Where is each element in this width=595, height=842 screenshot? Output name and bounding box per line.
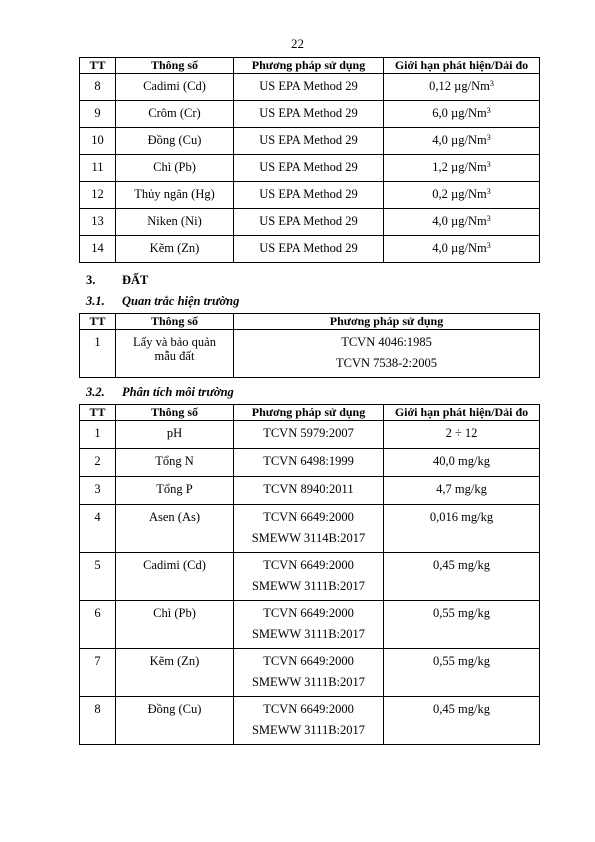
cell-parameter: Asen (As) xyxy=(116,505,234,553)
table-row xyxy=(80,553,540,601)
cell-tt: 14 xyxy=(80,236,116,263)
cell-tt: 11 xyxy=(80,155,116,182)
section-number: 3.2. xyxy=(86,385,105,399)
cell-parameter: Cadimi (Cd) xyxy=(116,74,234,101)
section-number: 3.1. xyxy=(86,294,105,308)
section-title: ĐẤT xyxy=(122,273,149,287)
method-line: TCVN 6649:2000 xyxy=(263,654,354,668)
cell-limit: 0,45 mg/kg xyxy=(384,697,540,745)
method-line: TCVN 6649:2000 xyxy=(263,558,354,572)
section-heading-soil xyxy=(86,273,148,288)
table-row xyxy=(80,449,540,477)
cell-method: US EPA Method 29 xyxy=(234,74,384,101)
header-tt: TT xyxy=(80,58,116,74)
cell-parameter: Thủy ngân (Hg) xyxy=(116,182,234,209)
cell-tt: 7 xyxy=(80,649,116,697)
table-row xyxy=(80,421,540,449)
unit-exponent: 3 xyxy=(486,187,491,196)
cell-limit: 40,0 mg/kg xyxy=(384,449,540,477)
header-method: Phương pháp sử dụng xyxy=(234,405,384,421)
parameter-line: mẫu đất xyxy=(154,349,195,363)
cell-parameter: Đồng (Cu) xyxy=(116,697,234,745)
header-limit: Giới hạn phát hiện/Dải đo xyxy=(384,405,540,421)
cell-tt: 3 xyxy=(80,477,116,505)
header-tt: TT xyxy=(80,314,116,330)
cell-parameter: Cadimi (Cd) xyxy=(116,553,234,601)
unit-exponent: 3 xyxy=(486,133,491,142)
limit-value: 0,2 µg/Nm xyxy=(432,187,487,201)
cell-limit: 0,55 mg/kg xyxy=(384,649,540,697)
cell-method xyxy=(234,553,384,601)
cell-method: US EPA Method 29 xyxy=(234,155,384,182)
method-line: SMEWW 3111B:2017 xyxy=(251,723,366,737)
table-row xyxy=(80,697,540,745)
cell-parameter: Đồng (Cu) xyxy=(116,128,234,155)
cell-limit xyxy=(384,74,540,101)
cell-parameter: Kẽm (Zn) xyxy=(116,236,234,263)
cell-limit: 4,7 mg/kg xyxy=(384,477,540,505)
cell-tt: 8 xyxy=(80,74,116,101)
cell-limit xyxy=(384,128,540,155)
method-line: TCVN 6649:2000 xyxy=(263,510,354,524)
cell-method xyxy=(234,697,384,745)
cell-method xyxy=(234,649,384,697)
cell-parameter: Kẽm (Zn) xyxy=(116,649,234,697)
method-line: SMEWW 3111B:2017 xyxy=(251,675,366,689)
cell-method: US EPA Method 29 xyxy=(234,182,384,209)
limit-value: 4,0 µg/Nm xyxy=(432,214,487,228)
cell-parameter: Niken (Ni) xyxy=(116,209,234,236)
limit-value: 4,0 µg/Nm xyxy=(432,133,487,147)
cell-method xyxy=(234,505,384,553)
method-line: TCVN 4046:1985 xyxy=(341,335,432,349)
unit-exponent: 3 xyxy=(486,214,491,223)
method-line: SMEWW 3111B:2017 xyxy=(251,627,366,641)
soil-analysis-table xyxy=(79,404,540,745)
unit-exponent: 3 xyxy=(486,106,491,115)
header-method: Phương pháp sử dụng xyxy=(234,314,540,330)
table-header-row xyxy=(80,405,540,421)
cell-tt: 13 xyxy=(80,209,116,236)
limit-value: 0,12 µg/Nm xyxy=(429,79,490,93)
cell-parameter: Tổng P xyxy=(116,477,234,505)
cell-method: US EPA Method 29 xyxy=(234,209,384,236)
method-line: TCVN 6649:2000 xyxy=(263,606,354,620)
unit-exponent: 3 xyxy=(489,79,494,88)
cell-limit xyxy=(384,236,540,263)
section-heading-field-monitoring xyxy=(86,294,239,309)
limit-value: 4,0 µg/Nm xyxy=(432,241,487,255)
cell-tt: 9 xyxy=(80,101,116,128)
cell-limit xyxy=(384,209,540,236)
method-line: TCVN 7538-2:2005 xyxy=(335,356,438,370)
cell-tt: 5 xyxy=(80,553,116,601)
air-metals-table xyxy=(79,57,540,263)
cell-parameter: pH xyxy=(116,421,234,449)
table-header-row xyxy=(80,314,540,330)
table-row xyxy=(80,477,540,505)
header-method: Phương pháp sử dụng xyxy=(234,58,384,74)
table-row xyxy=(80,505,540,553)
cell-tt: 10 xyxy=(80,128,116,155)
cell-method: TCVN 6498:1999 xyxy=(234,449,384,477)
cell-tt: 1 xyxy=(80,421,116,449)
header-tt: TT xyxy=(80,405,116,421)
section-title: Phân tích môi trường xyxy=(122,385,234,399)
cell-limit xyxy=(384,101,540,128)
table-row xyxy=(80,155,540,182)
cell-parameter: Tổng N xyxy=(116,449,234,477)
field-monitoring-table xyxy=(79,313,540,378)
cell-tt: 2 xyxy=(80,449,116,477)
cell-method: TCVN 8940:2011 xyxy=(234,477,384,505)
method-line: SMEWW 3114B:2017 xyxy=(251,531,366,545)
parameter-line: Lấy và bảo quản xyxy=(133,335,216,349)
cell-tt: 4 xyxy=(80,505,116,553)
table-row xyxy=(80,128,540,155)
section-number: 3. xyxy=(86,273,96,287)
method-line: TCVN 6649:2000 xyxy=(263,702,354,716)
cell-tt: 6 xyxy=(80,601,116,649)
table-row xyxy=(80,209,540,236)
table-row xyxy=(80,236,540,263)
limit-value: 1,2 µg/Nm xyxy=(432,160,487,174)
cell-method xyxy=(234,330,540,378)
cell-method xyxy=(234,601,384,649)
table-row xyxy=(80,330,540,378)
section-title: Quan trắc hiện trường xyxy=(122,294,240,308)
section-heading-analysis xyxy=(86,385,234,400)
cell-limit: 0,016 mg/kg xyxy=(384,505,540,553)
unit-exponent: 3 xyxy=(486,241,491,250)
cell-tt: 12 xyxy=(80,182,116,209)
cell-limit xyxy=(384,155,540,182)
table-row xyxy=(80,74,540,101)
cell-method: US EPA Method 29 xyxy=(234,128,384,155)
cell-parameter: Chì (Pb) xyxy=(116,601,234,649)
cell-limit xyxy=(384,182,540,209)
header-parameter: Thông số xyxy=(116,314,234,330)
header-limit: Giới hạn phát hiện/Dải đo xyxy=(384,58,540,74)
cell-limit: 0,45 mg/kg xyxy=(384,553,540,601)
table-header-row xyxy=(80,58,540,74)
unit-exponent: 3 xyxy=(486,160,491,169)
cell-parameter xyxy=(116,330,234,378)
cell-limit: 0,55 mg/kg xyxy=(384,601,540,649)
table-row xyxy=(80,182,540,209)
table-row xyxy=(80,601,540,649)
cell-method: US EPA Method 29 xyxy=(234,236,384,263)
cell-method: US EPA Method 29 xyxy=(234,101,384,128)
header-parameter: Thông số xyxy=(116,58,234,74)
page-number: 22 xyxy=(291,36,304,51)
cell-limit: 2 ÷ 12 xyxy=(384,421,540,449)
cell-parameter: Crôm (Cr) xyxy=(116,101,234,128)
header-parameter: Thông số xyxy=(116,405,234,421)
cell-method: TCVN 5979:2007 xyxy=(234,421,384,449)
cell-tt: 8 xyxy=(80,697,116,745)
method-line: SMEWW 3111B:2017 xyxy=(251,579,366,593)
limit-value: 6,0 µg/Nm xyxy=(432,106,487,120)
table-row xyxy=(80,649,540,697)
cell-parameter: Chì (Pb) xyxy=(116,155,234,182)
cell-tt: 1 xyxy=(80,330,116,378)
table-row xyxy=(80,101,540,128)
